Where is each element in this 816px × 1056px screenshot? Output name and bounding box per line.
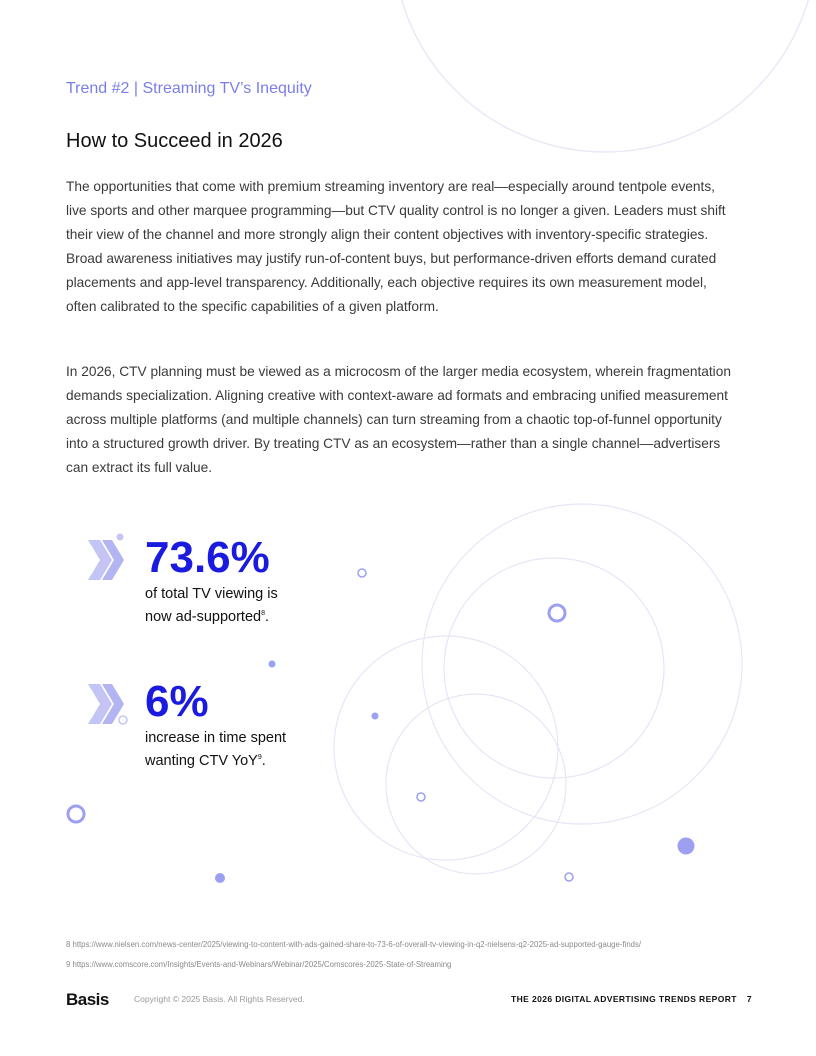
body-paragraph: The opportunities that come with premium streaming inventory are real—especially around tentpole events, live sports and other marquee programming—but CTV quality control is no longer a given. Leaders must shift their view of the channel and more strongly align their content objectives with inventory-specific strategies. Broad awareness initiatives may justify run-of-content buys, but performance-driven efforts demand curated placements and app-level transparency. Additionally, each objective requires its own measurement model, often calibrated to the specific capabilities of a given platform. <box>66 179 726 314</box>
decor-dot-outline <box>417 793 425 801</box>
basis-logo: Basis <box>66 990 109 1009</box>
stat-value: 73.6% <box>145 533 270 582</box>
stat-desc-end: . <box>261 752 266 769</box>
page-footer <box>66 990 752 1010</box>
decor-dot-outline <box>358 569 366 577</box>
decor-ring <box>334 636 558 860</box>
chevron-right-icon <box>88 540 132 580</box>
footnote: 9 https://www.comscore.com/Insights/Events-and-Webinars/Webinar/2025/Comscores-2025-State-of-Streaming <box>66 960 452 969</box>
chevron-right-icon <box>88 684 132 724</box>
stat-description <box>145 584 335 627</box>
trend-label: Trend #2 | Streaming TV’s Inequity <box>66 80 312 97</box>
copyright-text: Copyright © 2025 Basis. All Rights Reserved. <box>134 994 305 1004</box>
stat-desc-end: . <box>264 608 270 625</box>
decor-ring <box>393 0 816 152</box>
stat-desc-line: wanting CTV YoY <box>145 752 258 769</box>
decor-dot <box>269 661 276 668</box>
decor-dot-outline <box>565 873 573 881</box>
stat-desc-line: of total TV viewing is <box>145 586 278 602</box>
footnote: 8 https://www.nielsen.com/news-center/2025/viewing-to-content-with-ads-gained-share-to-73-6-of-overall-tv-viewing-in-q2-nielsens-q2-2025-ad-supported-gauge-finds/ <box>66 940 642 949</box>
report-title <box>511 994 752 1004</box>
stat-desc-line: now ad-supported <box>145 608 262 625</box>
decor-dot <box>678 838 695 855</box>
decor-dot <box>215 873 225 883</box>
decor-dot-outline <box>68 806 84 822</box>
footnote-ref: 9 <box>257 754 262 761</box>
stat-description <box>145 728 335 771</box>
decor-ring <box>444 558 664 778</box>
decor-ring <box>422 504 742 824</box>
footnote-ref: 8 <box>261 610 265 617</box>
stat-value: 6% <box>145 677 209 726</box>
decor-dot-outline <box>549 605 565 621</box>
report-title-text: THE 2026 DIGITAL ADVERTISING TRENDS REPORT <box>510 994 737 1004</box>
body-paragraph: In 2026, CTV planning must be viewed as a microcosm of the larger media ecosystem, wherein fragmentation demands specialization. Aligning creative with context-aware ad formats and embracing unified measurement across multiple platforms (and multiple channels) can turn streaming from a chaotic top-of-funnel opportunity into a structured growth driver. By treating CTV as an ecosystem—rather than a single channel—advertisers can extract its full value. <box>66 364 731 475</box>
decor-ring <box>386 694 566 874</box>
stat-desc-line: increase in time spent <box>145 730 287 746</box>
decor-dot <box>372 713 379 720</box>
page-number: 7 <box>746 994 752 1004</box>
page-title: How to Succeed in 2026 <box>66 130 283 152</box>
